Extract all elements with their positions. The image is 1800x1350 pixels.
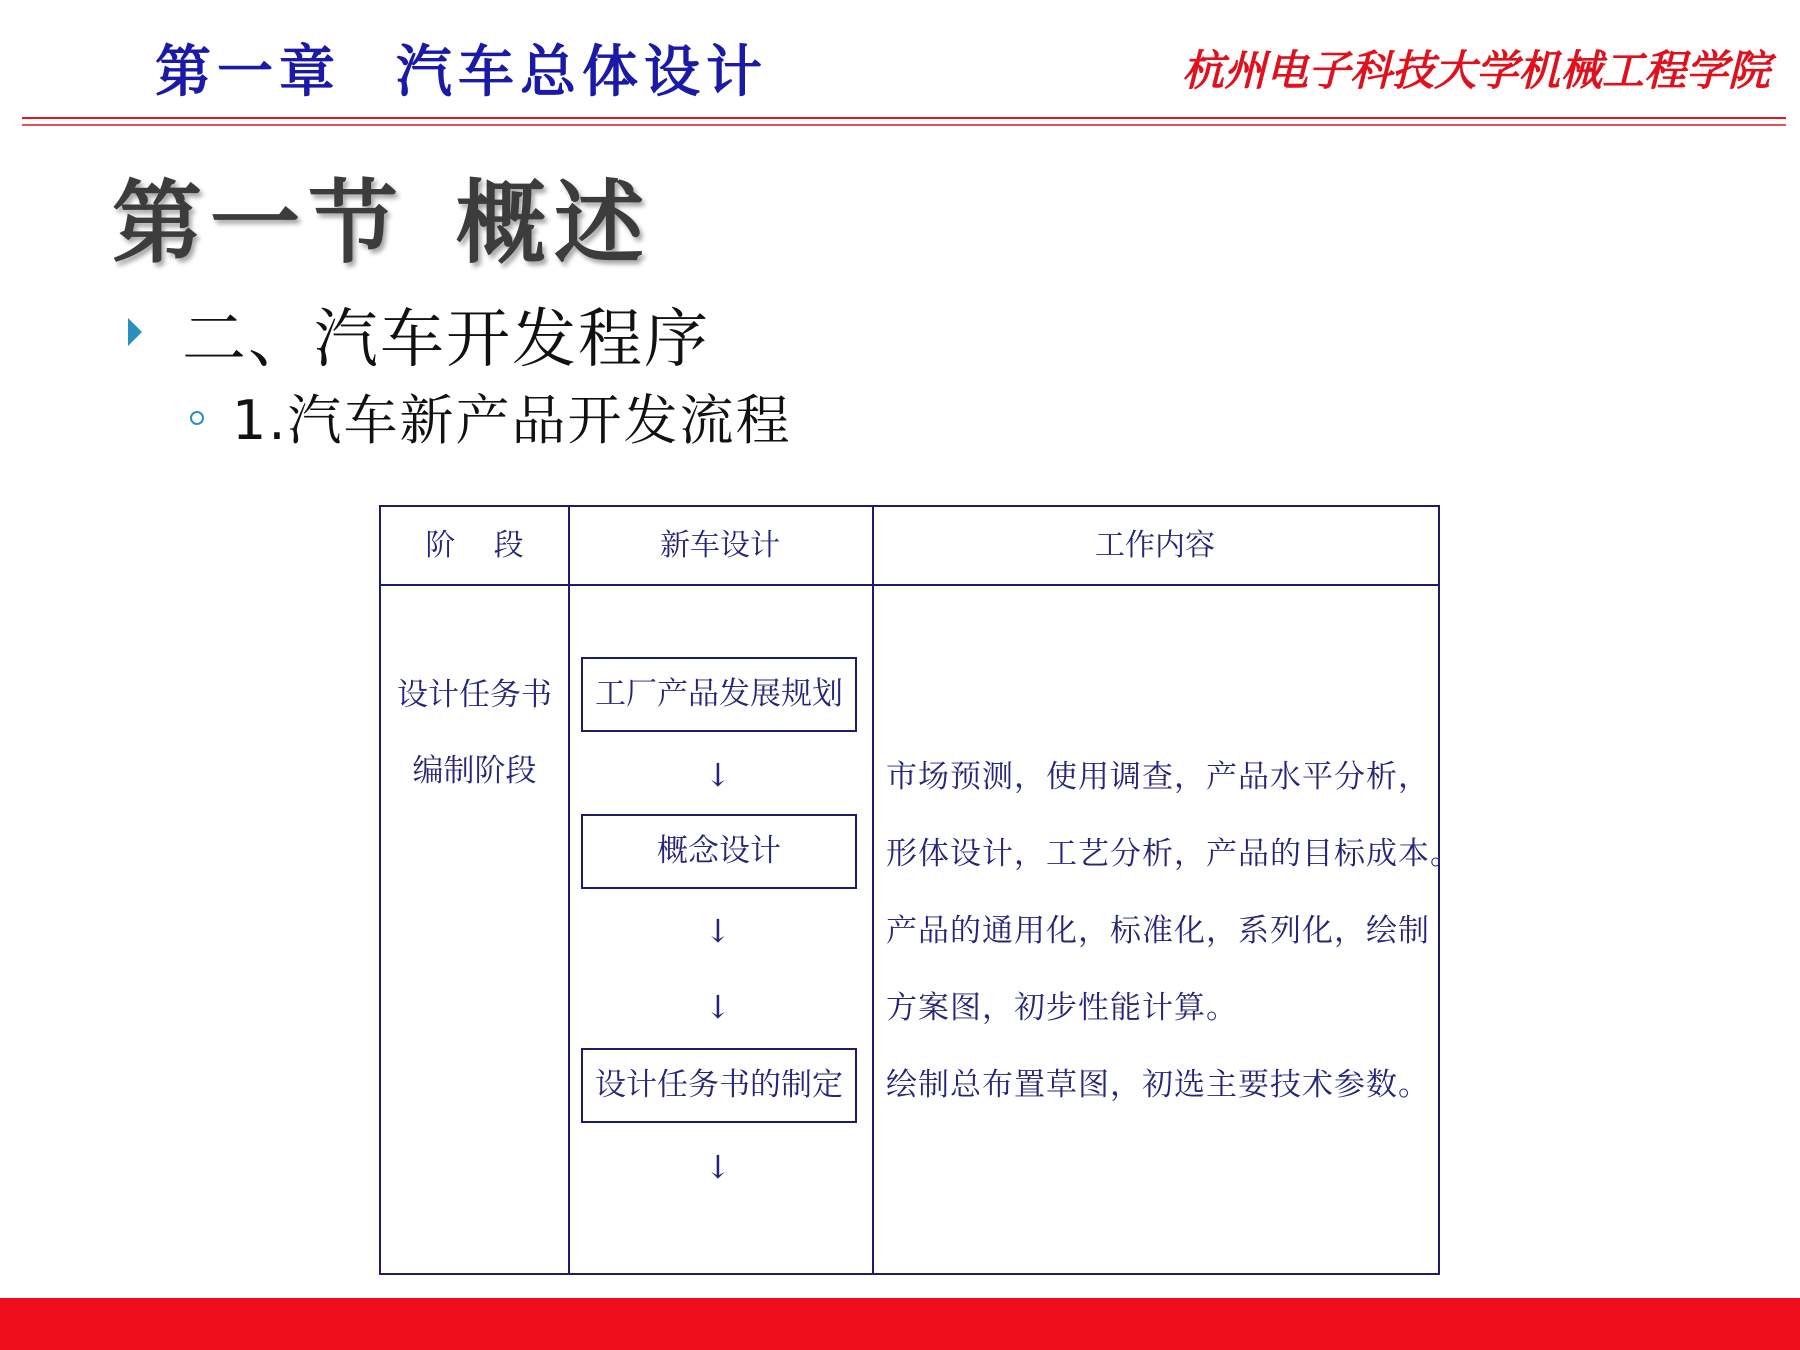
outline-level2-text: 1.汽车新产品开发流程 bbox=[232, 389, 792, 452]
work-content-line: 形体设计，工艺分析，产品的目标成本。 bbox=[886, 836, 1462, 872]
outline-level1-text: 二、汽车开发程序 bbox=[182, 303, 710, 377]
process-table bbox=[379, 505, 1462, 1275]
header-stage: 阶 段 bbox=[425, 528, 524, 563]
work-content-line: 产品的通用化，标准化，系列化，绘制 bbox=[886, 913, 1430, 949]
chapter-name: 汽车总体设计 bbox=[396, 39, 768, 105]
section-name: 概述 bbox=[456, 171, 652, 276]
arrow-down-icon: ↓ bbox=[704, 1148, 732, 1186]
section-title bbox=[112, 150, 652, 280]
work-content-line: 方案图，初步性能计算。 bbox=[886, 990, 1238, 1026]
section-number: 第一节 bbox=[112, 171, 406, 276]
stage-label bbox=[381, 657, 568, 809]
header-work: 工作内容 bbox=[1095, 528, 1215, 563]
flow-step-task-book: 设计任务书的制定 bbox=[581, 1048, 857, 1123]
header-divider bbox=[22, 117, 1786, 126]
footer-bar bbox=[0, 1298, 1800, 1350]
school-name: 杭州电子科技大学机械工程学院 bbox=[1181, 46, 1770, 95]
work-content-line: 绘制总布置草图，初选主要技术参数。 bbox=[886, 1067, 1430, 1103]
work-content-line: 市场预测，使用调查，产品水平分析， bbox=[886, 759, 1430, 795]
flow-step-concept: 概念设计 bbox=[581, 814, 857, 889]
stage-label-line: 设计任务书 bbox=[397, 677, 552, 713]
triangle-right-icon bbox=[128, 318, 142, 346]
column-divider bbox=[872, 507, 874, 1273]
stage-label-line: 编制阶段 bbox=[412, 753, 537, 789]
column-divider bbox=[568, 507, 570, 1273]
arrow-down-icon: ↓ bbox=[704, 988, 732, 1026]
circle-outline-icon bbox=[190, 411, 204, 425]
arrow-down-icon: ↓ bbox=[704, 912, 732, 950]
header-row-divider bbox=[381, 584, 1438, 586]
arrow-down-icon: ↓ bbox=[704, 756, 732, 794]
header-design: 新车设计 bbox=[660, 528, 780, 563]
chapter-number: 第一章 bbox=[155, 39, 341, 105]
flow-step-plan: 工厂产品发展规划 bbox=[581, 657, 857, 732]
outline-level1 bbox=[130, 288, 710, 380]
outline-level2 bbox=[190, 378, 792, 455]
chapter-title bbox=[155, 28, 768, 108]
